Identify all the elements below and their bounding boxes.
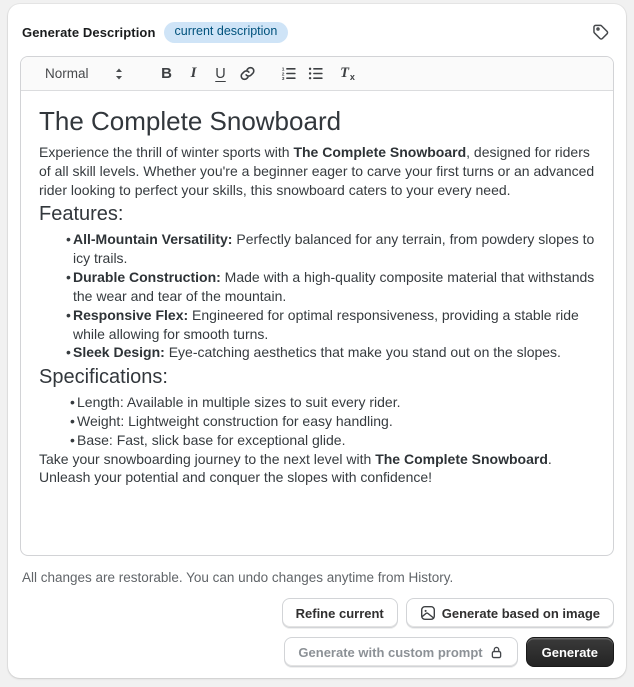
svg-text:2: 2	[281, 72, 284, 78]
specifications-heading: Specifications:	[39, 366, 168, 389]
generate-based-on-image-label: Generate based on image	[441, 605, 600, 621]
product-title-heading: The Complete Snowboard	[39, 106, 342, 136]
generate-based-on-image-button[interactable]	[406, 598, 614, 628]
paragraph-style-select[interactable]	[39, 65, 131, 82]
list-item: • Responsive Flex: Engineered for optimal responsiveness, providing a stable ride while allowing for smooth turns.	[39, 306, 595, 344]
button-row-bottom	[20, 637, 614, 667]
refine-current-button[interactable]: Refine current	[282, 598, 398, 628]
bold-button[interactable]: B	[157, 62, 177, 86]
outro-paragraph: Take your snowboarding journey to the next level with The Complete Snowboard. Unleash your potential and conquer the slopes with confidence!	[39, 450, 552, 486]
list-item: • Length: Available in multiple sizes to suit every rider.	[39, 393, 595, 412]
button-row-top	[20, 598, 614, 628]
card-header	[22, 22, 612, 43]
editor-content[interactable]	[21, 91, 613, 555]
rich-text-editor	[20, 56, 614, 556]
list-item: • Durable Construction: Made with a high-quality composite material that withstands the wear and tear of the mountain.	[39, 268, 595, 306]
generate-button[interactable]: Generate	[526, 637, 614, 667]
link-button[interactable]	[238, 62, 258, 86]
clear-formatting-icon: $T_x$	[340, 64, 355, 83]
current-description-badge: current description	[164, 22, 289, 43]
clear-formatting-button[interactable]	[338, 62, 358, 86]
svg-text:1: 1	[281, 67, 284, 73]
underline-button[interactable]: U	[211, 62, 231, 86]
tag-button[interactable]	[591, 22, 612, 43]
intro-paragraph: Experience the thrill of winter sports with The Complete Snowboard, designed for riders of all skill levels. Whether you're a beginner eager to carve your first turns or an advanced rider looking to perfect your skills, this snowboard caters to your every need.	[39, 143, 595, 198]
bullet-list-icon	[307, 65, 324, 82]
list-item: • All-Mountain Versatility: Perfectly balanced for any terrain, from powdery slopes to icy trails.	[39, 230, 595, 268]
specifications-list	[39, 393, 595, 449]
features-list	[39, 230, 595, 362]
editor-toolbar	[21, 57, 613, 91]
generate-with-custom-prompt-button[interactable]	[284, 637, 517, 667]
paragraph-style-value: Normal	[45, 66, 89, 81]
updown-arrows-icon	[113, 67, 125, 81]
lock-icon	[489, 645, 504, 660]
list-item: • Sleek Design: Eye-catching aesthetics that make you stand out on the slopes.	[39, 343, 595, 362]
restorable-note: All changes are restorable. You can undo changes anytime from History.	[22, 570, 454, 585]
generate-with-custom-prompt-label: Generate with custom prompt	[298, 644, 483, 660]
svg-text:3: 3	[281, 76, 284, 82]
ordered-list-icon	[280, 65, 297, 82]
features-heading: Features:	[39, 203, 124, 226]
generate-description-card	[8, 4, 626, 678]
bullet-list-button[interactable]	[305, 62, 325, 86]
page-title: Generate Description	[22, 25, 156, 40]
link-icon	[239, 65, 256, 82]
list-item: • Base: Fast, slick base for exceptional glide.	[39, 431, 595, 450]
italic-button[interactable]: I	[184, 62, 204, 86]
image-icon	[420, 605, 436, 621]
list-item: • Weight: Lightweight construction for easy handling.	[39, 412, 595, 431]
ordered-list-button[interactable]	[278, 62, 298, 86]
tag-icon	[593, 24, 610, 41]
